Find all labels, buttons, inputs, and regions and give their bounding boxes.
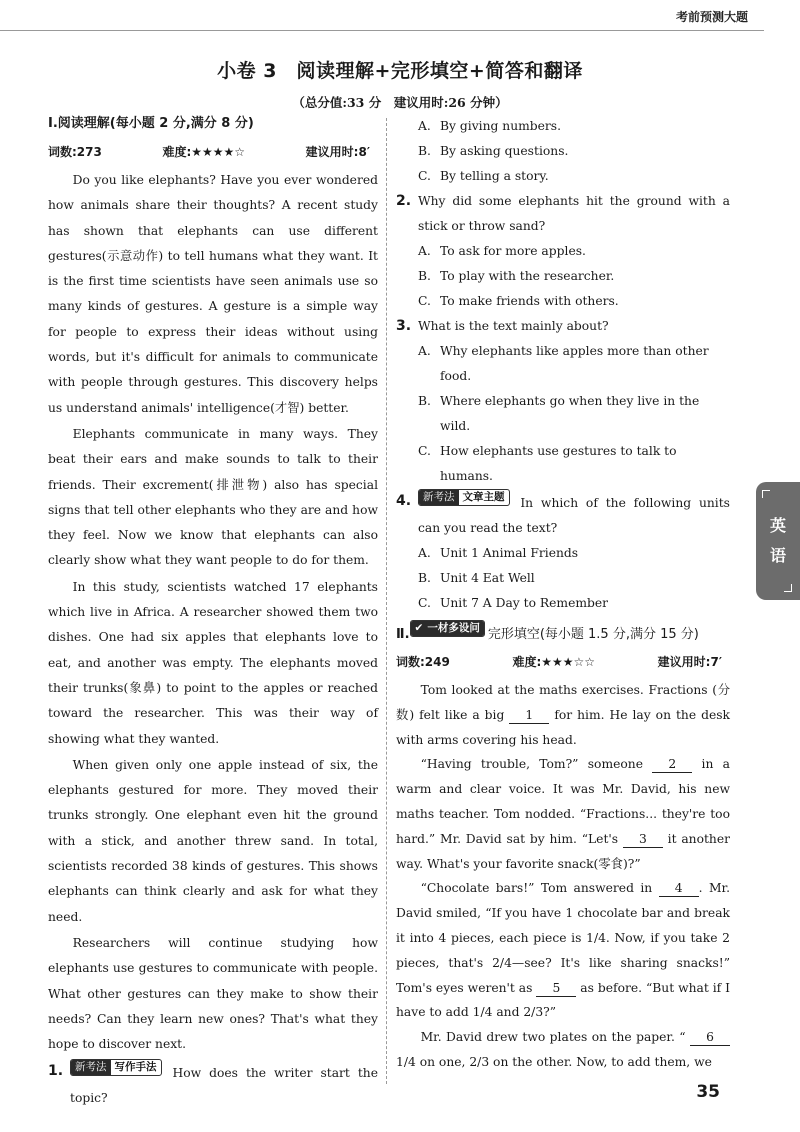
question-4 xyxy=(396,489,730,541)
page-title: 小卷 3 阅读理解+完形填空+简答和翻译 xyxy=(217,60,583,82)
question-3 xyxy=(396,314,730,339)
passage-paragraph: When given only one apple instead of six, the elephants gestured for more. They moved their trunks strongly. One elephant even hit the ground with a stick, and another threw sand. In total, scientists recorded 38 kinds of gestures. This shows elephants can think clearly and ask for what they need. xyxy=(48,757,378,924)
question-1 xyxy=(48,1059,378,1111)
tab-corner-mark xyxy=(762,490,770,498)
right-column xyxy=(396,114,730,1075)
option-text: To ask for more apples. xyxy=(440,244,586,258)
section2-prefix: Ⅱ. xyxy=(396,627,410,642)
cloze-blank[interactable]: 1 xyxy=(509,707,549,724)
cloze-blank[interactable]: 6 xyxy=(690,1029,730,1046)
side-tab-char: 语 xyxy=(769,546,786,565)
question-text xyxy=(70,1059,378,1111)
cloze-text: “Chocolate bars!” Tom answered in xyxy=(420,881,659,896)
option-text: By asking questions. xyxy=(440,144,569,158)
q3-option-a[interactable] xyxy=(396,339,730,389)
passage-paragraph: Do you like elephants? Have you ever wondered how animals share their thoughts? A recent study has shown that elephants can use different gestures(示意动作) to tell humans what they want. It is the first time scientists have seen animals use so many kinds of gestures. A gesture is a simple way for people to express their ideas without using words, but it's difficult for animals to communicate with people through gestures. This discovery helps us understand animals' intelligence(才智) better. xyxy=(48,173,378,415)
left-column xyxy=(48,114,378,1111)
q2-option-c[interactable] xyxy=(396,289,730,314)
q1-option-a[interactable] xyxy=(396,114,730,139)
passage-paragraph: In this study, scientists watched 17 elephants which live in Africa. A researcher showed them two dishes. One had six apples that elephants love to eat, and another was empty. The elephants moved their trunks(象鼻) to point to the apples or reached toward the researcher. This was their way of showing what they wanted. xyxy=(48,579,378,746)
tag-label: 一材多设问 xyxy=(427,621,484,636)
option-letter: B. xyxy=(418,571,431,585)
cloze-paragraph xyxy=(396,876,730,1025)
question-2-text: Why did some elephants hit the ground with a stick or throw sand? xyxy=(418,194,730,233)
cloze-text: for him. He lay on the desk with arms covering his head. xyxy=(396,707,730,747)
section1-word-count: 词数:273 xyxy=(48,145,102,159)
cloze-blank[interactable]: 2 xyxy=(652,756,692,773)
passage-paragraph: Researchers will continue studying how elephants use gestures to communicate with people. What other gestures can they make to show their needs? Can they learn new ones? That's what they hope to discover next. xyxy=(48,935,378,1052)
q4-option-c[interactable] xyxy=(396,591,730,616)
option-text: Unit 1 Animal Friends xyxy=(440,546,579,560)
section1-heading: Ⅰ.阅读理解(每小题 2 分,满分 8 分) xyxy=(48,116,254,131)
tag-new-exam-type xyxy=(70,1059,162,1076)
option-text: By giving numbers. xyxy=(440,119,562,133)
option-text: Unit 4 Eat Well xyxy=(440,571,535,585)
tag-topic: 写作手法 xyxy=(114,1061,157,1074)
section1-meta xyxy=(48,142,378,162)
check-icon: ✔ xyxy=(411,621,428,636)
question-number: 4. xyxy=(396,493,412,509)
header-divider xyxy=(0,30,764,31)
option-letter: A. xyxy=(418,244,431,258)
header-tag: 考前预测大题 xyxy=(675,10,748,24)
page-subtitle: （总分值:33 分 建议用时:26 分钟） xyxy=(292,95,508,110)
section2-heading xyxy=(396,620,730,646)
passage-paragraph: Elephants communicate in many ways. They beat their ears and make sounds to talk to their friends. Their excrement(排泄物) also has special signs that tell other elephants who they are and how they feel. Now we know that elephants can also clearly show what they want people to do for them. xyxy=(48,426,378,568)
option-letter: B. xyxy=(418,144,431,158)
cloze-text: as before. “But what if I have to add 1/4 and 2/3?” xyxy=(396,980,730,1020)
q2-option-a[interactable] xyxy=(396,239,730,264)
section2-time: 建议用时:7′ xyxy=(657,655,722,669)
column-divider xyxy=(386,118,387,1084)
side-tab-char: 英 xyxy=(769,516,786,535)
q1-option-c[interactable] xyxy=(396,164,730,189)
option-text: How elephants use gestures to talk to humans. xyxy=(440,444,677,483)
option-letter: B. xyxy=(418,394,431,408)
cloze-text: Tom looked at the maths exercises. Fractions (分数) felt like a big xyxy=(396,683,730,722)
cloze-passage xyxy=(396,678,730,1075)
tag-multi-question xyxy=(410,620,485,637)
section2-word-count: 词数:249 xyxy=(396,655,450,669)
option-text: Unit 7 A Day to Remember xyxy=(440,596,609,610)
option-text: Why elephants like apples more than other food. xyxy=(440,344,709,383)
page-number: 35 xyxy=(696,1082,720,1102)
q4-option-a[interactable] xyxy=(396,541,730,566)
cloze-text: in a warm and clear voice. It was Mr. David, his new maths teacher. Tom nodded. “Fractions... they're too hard.” Mr. David sat by him. “Let's xyxy=(396,757,730,846)
section1-time: 建议用时:8′ xyxy=(305,145,370,159)
option-text: Where elephants go when they live in the wild. xyxy=(440,394,700,433)
question-4-text: In which of the following units can you read the text? xyxy=(418,496,730,535)
q2-option-b[interactable] xyxy=(396,264,730,289)
option-letter: C. xyxy=(418,596,431,610)
q1-option-b[interactable] xyxy=(396,139,730,164)
cloze-paragraph xyxy=(396,1025,730,1075)
passage xyxy=(48,168,378,1057)
tag-new-exam-type xyxy=(418,489,510,506)
tag-topic: 文章主题 xyxy=(462,491,505,503)
option-text: To make friends with others. xyxy=(440,294,619,308)
q3-option-c[interactable] xyxy=(396,439,730,489)
tab-corner-mark xyxy=(784,584,792,592)
question-number: 2. xyxy=(396,193,412,209)
tag-label: 新考法 xyxy=(71,1060,111,1075)
option-letter: C. xyxy=(418,169,431,183)
q3-option-b[interactable] xyxy=(396,389,730,439)
cloze-paragraph xyxy=(396,678,730,752)
section1-difficulty: 难度:★★★★☆ xyxy=(162,145,246,159)
question-2 xyxy=(396,189,730,239)
option-letter: A. xyxy=(418,119,431,133)
option-letter: B. xyxy=(418,269,431,283)
option-letter: C. xyxy=(418,444,431,458)
option-letter: A. xyxy=(418,546,431,560)
section2-heading-text: 完形填空(每小题 1.5 分,满分 15 分) xyxy=(487,627,699,642)
cloze-text: Mr. David drew two plates on the paper. “ xyxy=(420,1030,690,1045)
option-letter: C. xyxy=(418,294,431,308)
q4-option-b[interactable] xyxy=(396,566,730,591)
question-number: 3. xyxy=(396,318,412,334)
subject-side-tab xyxy=(756,482,800,600)
cloze-text: 1/4 on one, 2/3 on the other. Now, to add them, we xyxy=(396,1054,712,1069)
cloze-blank[interactable]: 3 xyxy=(623,831,663,848)
option-text: To play with the researcher. xyxy=(440,269,615,283)
question-text xyxy=(418,489,730,541)
option-text: By telling a story. xyxy=(440,169,549,183)
cloze-blank[interactable]: 5 xyxy=(536,980,576,997)
cloze-text: . Mr. David smiled, “If you have 1 chocolate bar and break it into 4 pieces, each piece is 1/4. Now, if you take 2 pieces, that's 2/4—see? It's like sharing snacks!” Tom's eyes weren't as xyxy=(396,881,730,995)
cloze-text: “Having trouble, Tom?” someone xyxy=(420,757,653,772)
cloze-text: it another way. What's your favorite snack(零食)?” xyxy=(396,831,730,871)
question-number: 1. xyxy=(48,1063,64,1080)
option-letter: A. xyxy=(418,344,431,358)
question-3-text: What is the text mainly about? xyxy=(418,319,609,333)
cloze-blank[interactable]: 4 xyxy=(659,880,699,897)
question-1-text: How does the writer start the topic? xyxy=(70,1066,378,1106)
tag-label: 新考法 xyxy=(419,490,459,505)
section2-difficulty: 难度:★★★☆☆ xyxy=(512,655,596,669)
section2-meta xyxy=(396,652,730,672)
cloze-paragraph xyxy=(396,752,730,876)
